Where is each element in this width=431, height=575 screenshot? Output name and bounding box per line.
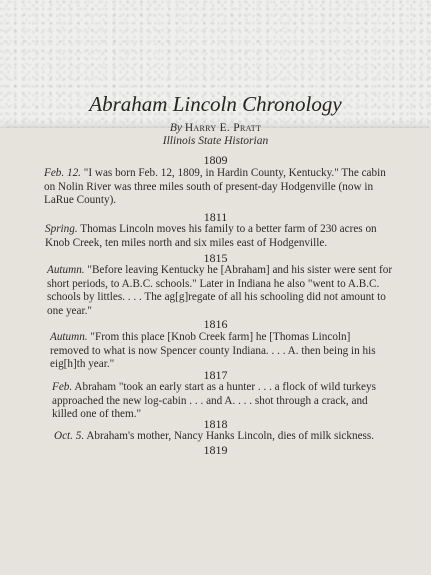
author-name: Harry E. Pratt <box>184 122 262 134</box>
entry-text: Abraham's mother, Nancy Hanks Lincoln, dies of milk sickness. <box>86 430 375 442</box>
entry-date: Autumn. <box>50 331 88 343</box>
year-heading: 1817 <box>203 368 228 382</box>
chronology-entry <box>52 381 388 422</box>
entry-text: "From this place [Knob Creek farm] he [Thomas Lincoln] removed to what is now Spencer county Indiana. . . . A. then being in his eig[h]th year." <box>50 331 376 371</box>
entry-text: Abraham "took an early start as a hunter . . . a flock of wild turkeys approached the new log-cabin . . . and A. . . . shot through a crack, and killed one of them." <box>52 381 376 421</box>
year-heading: 1815 <box>203 251 228 265</box>
entry-date: Autumn. <box>47 264 85 276</box>
chronology-entry <box>45 223 395 250</box>
year-heading: 1818 <box>203 417 228 431</box>
year-heading: 1816 <box>203 317 228 331</box>
entry-date: Oct. 5. <box>54 430 85 442</box>
document-page <box>0 92 431 575</box>
chronology-entry <box>44 167 396 208</box>
entry-date: Spring. <box>45 223 78 235</box>
chronology-entry <box>47 264 393 318</box>
byline <box>0 122 431 134</box>
entry-date: Feb. 12. <box>44 167 81 179</box>
entry-date: Feb. <box>52 381 73 393</box>
chronology-entry <box>54 430 388 444</box>
year-heading: 1809 <box>203 153 228 167</box>
entry-text: Thomas Lincoln moves his family to a better farm of 230 acres on Knob Creek, ten miles north and six miles east of Hodgenville. <box>45 223 377 249</box>
document-title: Abraham Lincoln Chronology <box>89 92 342 116</box>
entry-text: "Before leaving Kentucky he [Abraham] and his sister were sent for short periods, to A.B.C. schools." Later in Indiana he also "went to A.B.C. schools by littles. . . . The ag[g]regate of all his schooling did not amount to one year." <box>47 264 393 317</box>
by-prefix: By <box>169 122 182 134</box>
author-role: Illinois State Historian <box>162 135 269 147</box>
chronology-entry <box>50 331 390 372</box>
year-heading: 1819 <box>203 443 228 457</box>
entry-text: "I was born Feb. 12, 1809, in Hardin County, Kentucky." The cabin on Nolin River was three miles south of present-day Hodgenville (now in LaRue County). <box>44 167 386 207</box>
year-heading: 1811 <box>203 210 228 224</box>
